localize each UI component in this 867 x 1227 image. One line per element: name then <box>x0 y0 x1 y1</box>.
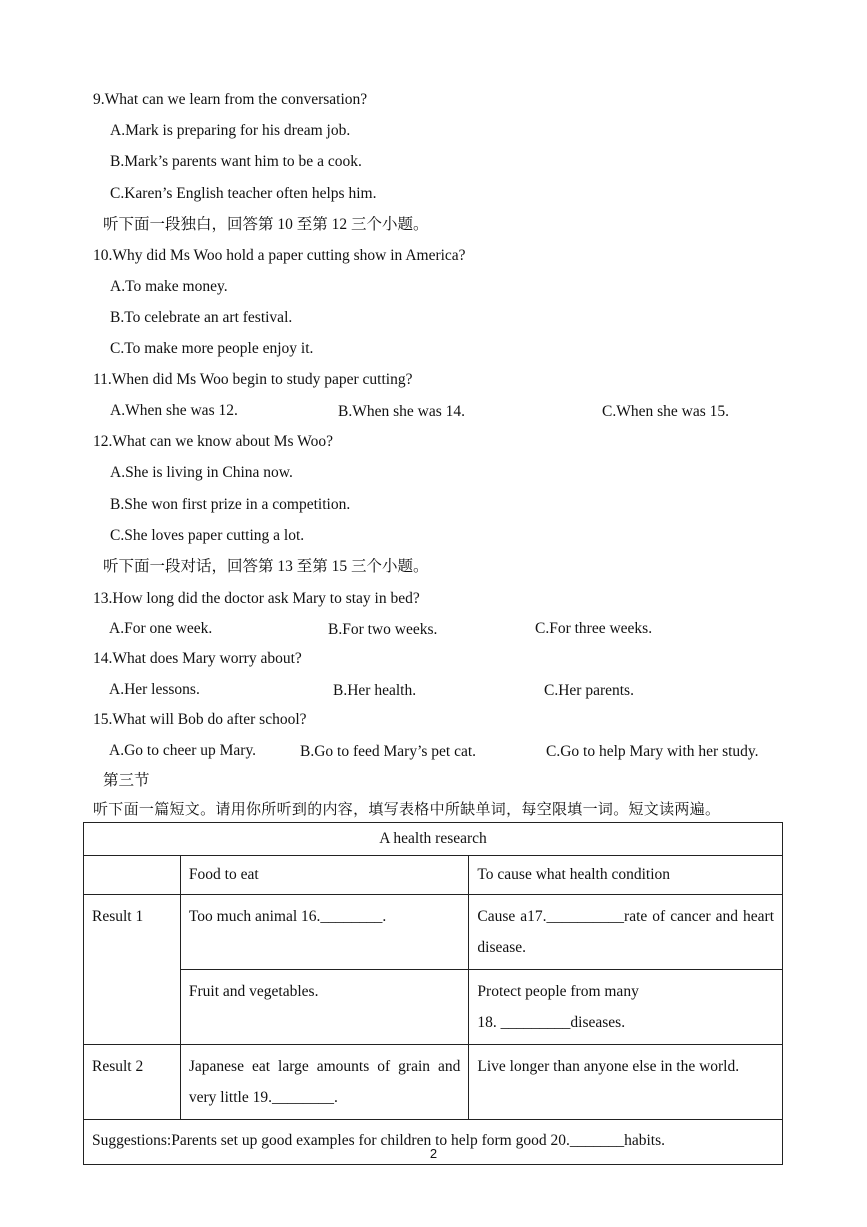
question-10-stem: 10.Why did Ms Woo hold a paper cutting show in America? <box>93 247 466 264</box>
result-1-condition-b <box>469 970 783 1045</box>
question-11-option-a: A.When she was 12. <box>110 402 238 419</box>
question-14-stem: 14.What does Mary worry about? <box>93 650 302 667</box>
table-header-empty <box>84 856 181 895</box>
question-9-option-c: C.Karen’s English teacher often helps him. <box>110 185 377 202</box>
table-header-condition: To cause what health condition <box>469 856 783 895</box>
question-9-stem: 9.What can we learn from the conversation? <box>93 91 368 108</box>
monologue-instruction: 听下面一段独白，回答第 10 至第 12 三个小题。 <box>103 216 429 233</box>
question-11-option-b: B.When she was 14. <box>338 403 465 420</box>
question-11-stem: 11.When did Ms Woo begin to study paper cutting? <box>93 371 413 388</box>
question-15-option-a: A.Go to cheer up Mary. <box>109 742 257 759</box>
question-12-option-b: B.She won first prize in a competition. <box>110 496 351 513</box>
table-header-food: Food to eat <box>180 856 469 895</box>
dialogue-instruction: 听下面一段对话，回答第 13 至第 15 三个小题。 <box>103 558 429 575</box>
question-14-option-a: A.Her lessons. <box>109 681 200 698</box>
question-15-stem: 15.What will Bob do after school? <box>93 711 307 728</box>
result-2-food: Japanese eat large amounts of grain and very little 19.________. <box>180 1045 469 1120</box>
question-11-option-c: C.When she was 15. <box>602 403 729 420</box>
question-12-option-a: A.She is living in China now. <box>110 464 293 481</box>
question-13-option-c: C.For three weeks. <box>535 620 653 637</box>
result-2-condition: Live longer than anyone else in the world. <box>469 1045 783 1120</box>
section-3-title: 第三节 <box>103 772 150 789</box>
table-title: A health research <box>84 823 783 856</box>
question-14-option-c: C.Her parents. <box>544 682 634 699</box>
question-15-option-c: C.Go to help Mary with her study. <box>546 743 759 760</box>
question-10-option-c: C.To make more people enjoy it. <box>110 340 314 357</box>
result-1-condition-b-line-1: Protect people from many <box>477 983 639 1000</box>
question-10-option-a: A.To make money. <box>110 278 228 295</box>
question-12-option-c: C.She loves paper cutting a lot. <box>110 527 305 544</box>
result-1-food-a: Too much animal 16.________. <box>180 895 469 970</box>
page-number: 2 <box>429 1146 438 1161</box>
question-13-stem: 13.How long did the doctor ask Mary to stay in bed? <box>93 590 420 607</box>
table-suggestions: Suggestions:Parents set up good examples for children to help form good 20._______habits. <box>84 1120 783 1165</box>
result-1-condition-a: Cause a17.__________rate of cancer and heart disease. <box>469 895 783 970</box>
health-research-table <box>83 822 783 1165</box>
result-1-condition-b-line-2: 18. _________diseases. <box>477 1014 626 1031</box>
result-2-label: Result 2 <box>84 1045 181 1120</box>
question-12-stem: 12.What can we know about Ms Woo? <box>93 433 333 450</box>
question-15-option-b: B.Go to feed Mary’s pet cat. <box>300 743 477 760</box>
question-13-option-a: A.For one week. <box>109 620 213 637</box>
result-1-label: Result 1 <box>84 895 181 1045</box>
question-13-option-b: B.For two weeks. <box>328 621 438 638</box>
section-3-description: 听下面一篇短文。请用你所听到的内容，填写表格中所缺单词，每空限填一词。短文读两遍。 <box>93 802 721 818</box>
question-9-option-a: A.Mark is preparing for his dream job. <box>110 122 351 139</box>
question-10-option-b: B.To celebrate an art festival. <box>110 309 293 326</box>
question-14-option-b: B.Her health. <box>333 682 417 699</box>
question-9-option-b: B.Mark’s parents want him to be a cook. <box>110 153 362 170</box>
result-1-food-b: Fruit and vegetables. <box>180 970 469 1045</box>
